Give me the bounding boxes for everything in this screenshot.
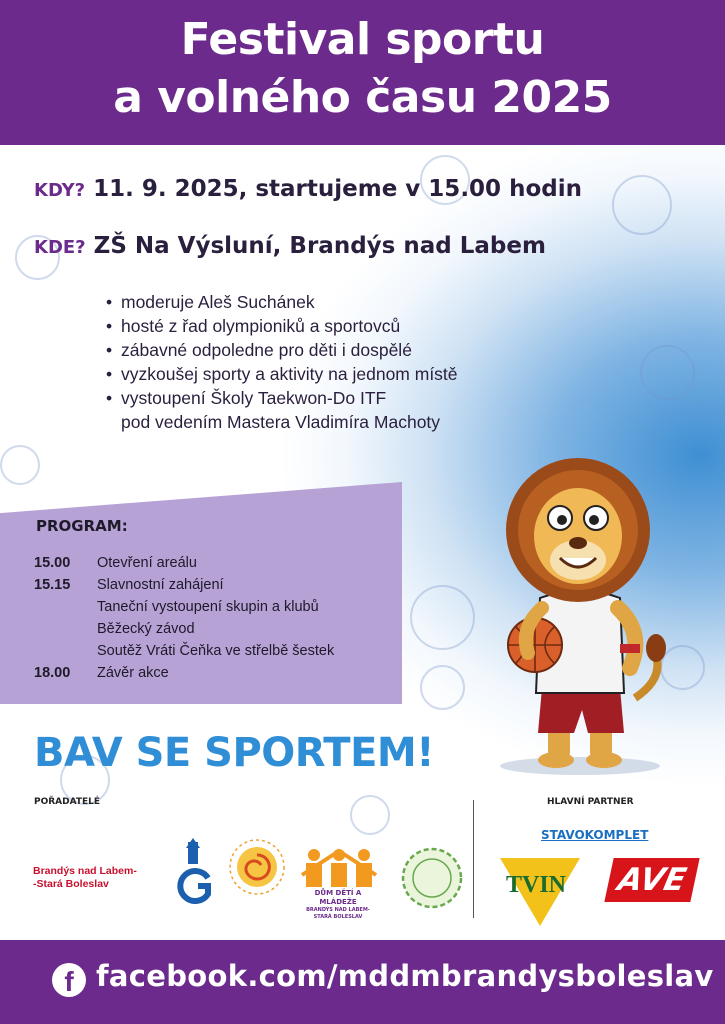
where-value: ZŠ Na Výsluní, Brandýs nad Labem [93,233,546,259]
brandys-logo [33,865,137,891]
brandys-logo-line-1: Brandýs nad Labem- [33,865,137,877]
program-time: 15.15 [34,577,71,593]
ddm-logo-text [298,889,378,921]
logos-divider [473,800,474,918]
program-text: Otevření areálu [97,555,197,571]
program-text: Taneční vystoupení skupin a klubů [97,599,319,615]
where-label: KDE? [34,237,86,258]
ddm-logo-icon [300,845,378,889]
program-text: Závěr akce [97,665,169,681]
ddm-subtitle: BRANDÝS NAD LABEM-STARÁ BOLESLAV [306,907,370,920]
when-line [34,176,582,202]
list-item: • moderuje Aleš Suchánek [106,290,458,314]
tvin-logo-text: TVIN [506,872,567,898]
when-label: KDY? [34,180,86,201]
list-item: • hosté z řad olympioniků a sportovců [106,314,458,338]
when-value: 11. 9. 2025, startujeme v 15.00 hodin [93,176,582,202]
stavokomplet-logo: STAVOKOMPLET [541,828,649,842]
program-text: Běžecký závod [97,621,195,637]
slogan: BAV SE SPORTEM! [34,730,434,776]
title-line-2: a volného času 2025 [113,72,612,123]
program-title: PROGRAM: [36,517,128,535]
organizers-label: POŘADATELÉ [34,797,101,807]
list-item: • zábavné odpoledne pro děti i dospělé [106,338,458,362]
header-banner [0,0,725,145]
program-text: Slavnostní zahájení [97,577,224,593]
where-line [34,233,546,259]
program-text: Soutěž Vráti Čeňka ve střelbě šestek [97,643,335,659]
list-item: • vyzkoušej sporty a aktivity na jednom místě [106,362,458,386]
ave-logo: AVE [604,858,699,902]
program-time: 18.00 [34,665,71,681]
brandys-logo-line-2: -Stará Boleslav [33,878,109,890]
lion-mascot-icon [470,448,680,778]
ddm-name: DŮM DĚTÍ A MLÁDEŽE [314,889,362,906]
partner-label: HLAVNÍ PARTNER [547,797,634,807]
list-item: pod vedením Mastera Vladimíra Machoty [121,412,441,432]
city-emblem-icon [172,838,216,904]
title-line-1: Festival sportu [180,14,545,65]
zemedelska-skola-logo-icon [400,846,464,910]
facebook-link[interactable]: facebook.com/mddmbrandysboleslav [96,959,714,993]
highlights-list [106,290,458,434]
list-item: • vystoupení Školy Taekwon-Do ITF [106,386,458,410]
program-time: 15.00 [34,555,71,571]
zs-na-vysluni-logo-icon [229,835,285,901]
facebook-icon[interactable]: f [52,963,86,997]
